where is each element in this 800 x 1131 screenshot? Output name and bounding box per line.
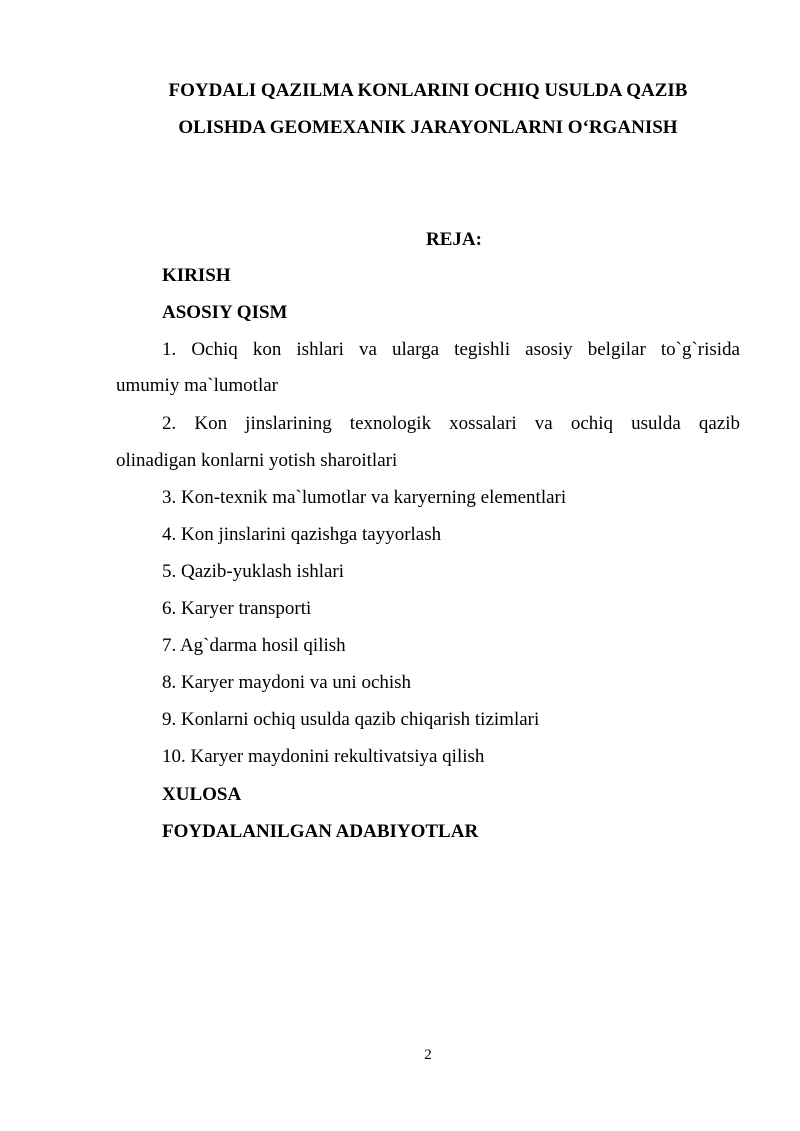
plan-item-3: 3. Kon-texnik ma`lumotlar va karyerning elementlari [162,487,567,508]
plan-item-5: 5. Qazib-yuklash ishlari [162,561,345,582]
document-title-line-1: FOYDALI QAZILMA KONLARINI OCHIQ USULDA QAZIB [168,80,688,101]
page-number: 2 [424,1047,432,1063]
plan-item-2-line-2: olinadigan konlarni yotish sharoitlari [116,450,398,471]
section-intro: KIRISH [162,265,231,286]
section-references: FOYDALANILGAN ADABIYOTLAR [162,821,479,842]
plan-item-1-line-2: umumiy ma`lumotlar [116,375,279,396]
document-title-line-2: OLISHDA GEOMEXANIK JARAYONLARNI O‘RGANISH [178,117,678,138]
plan-item-4: 4. Kon jinslarini qazishga tayyorlash [162,524,442,545]
plan-item-10: 10. Karyer maydonini rekultivatsiya qilish [162,746,485,767]
plan-item-2-line-1: 2. Kon jinslarining texnologik xossalari va ochiq usulda qazib [162,413,740,434]
plan-item-9: 9. Konlarni ochiq usulda qazib chiqarish tizimlari [162,709,540,730]
section-main-part: ASOSIY QISM [162,302,288,323]
plan-item-8: 8. Karyer maydoni va uni ochish [162,672,412,693]
section-conclusion: XULOSA [162,784,242,805]
plan-item-6: 6. Karyer transporti [162,598,312,619]
plan-item-1-line-1: 1. Ochiq kon ishlari va ularga tegishli asosiy belgilar to`g`risida [162,339,740,360]
plan-item-7: 7. Ag`darma hosil qilish [162,635,346,656]
plan-heading: REJA: [426,229,482,250]
